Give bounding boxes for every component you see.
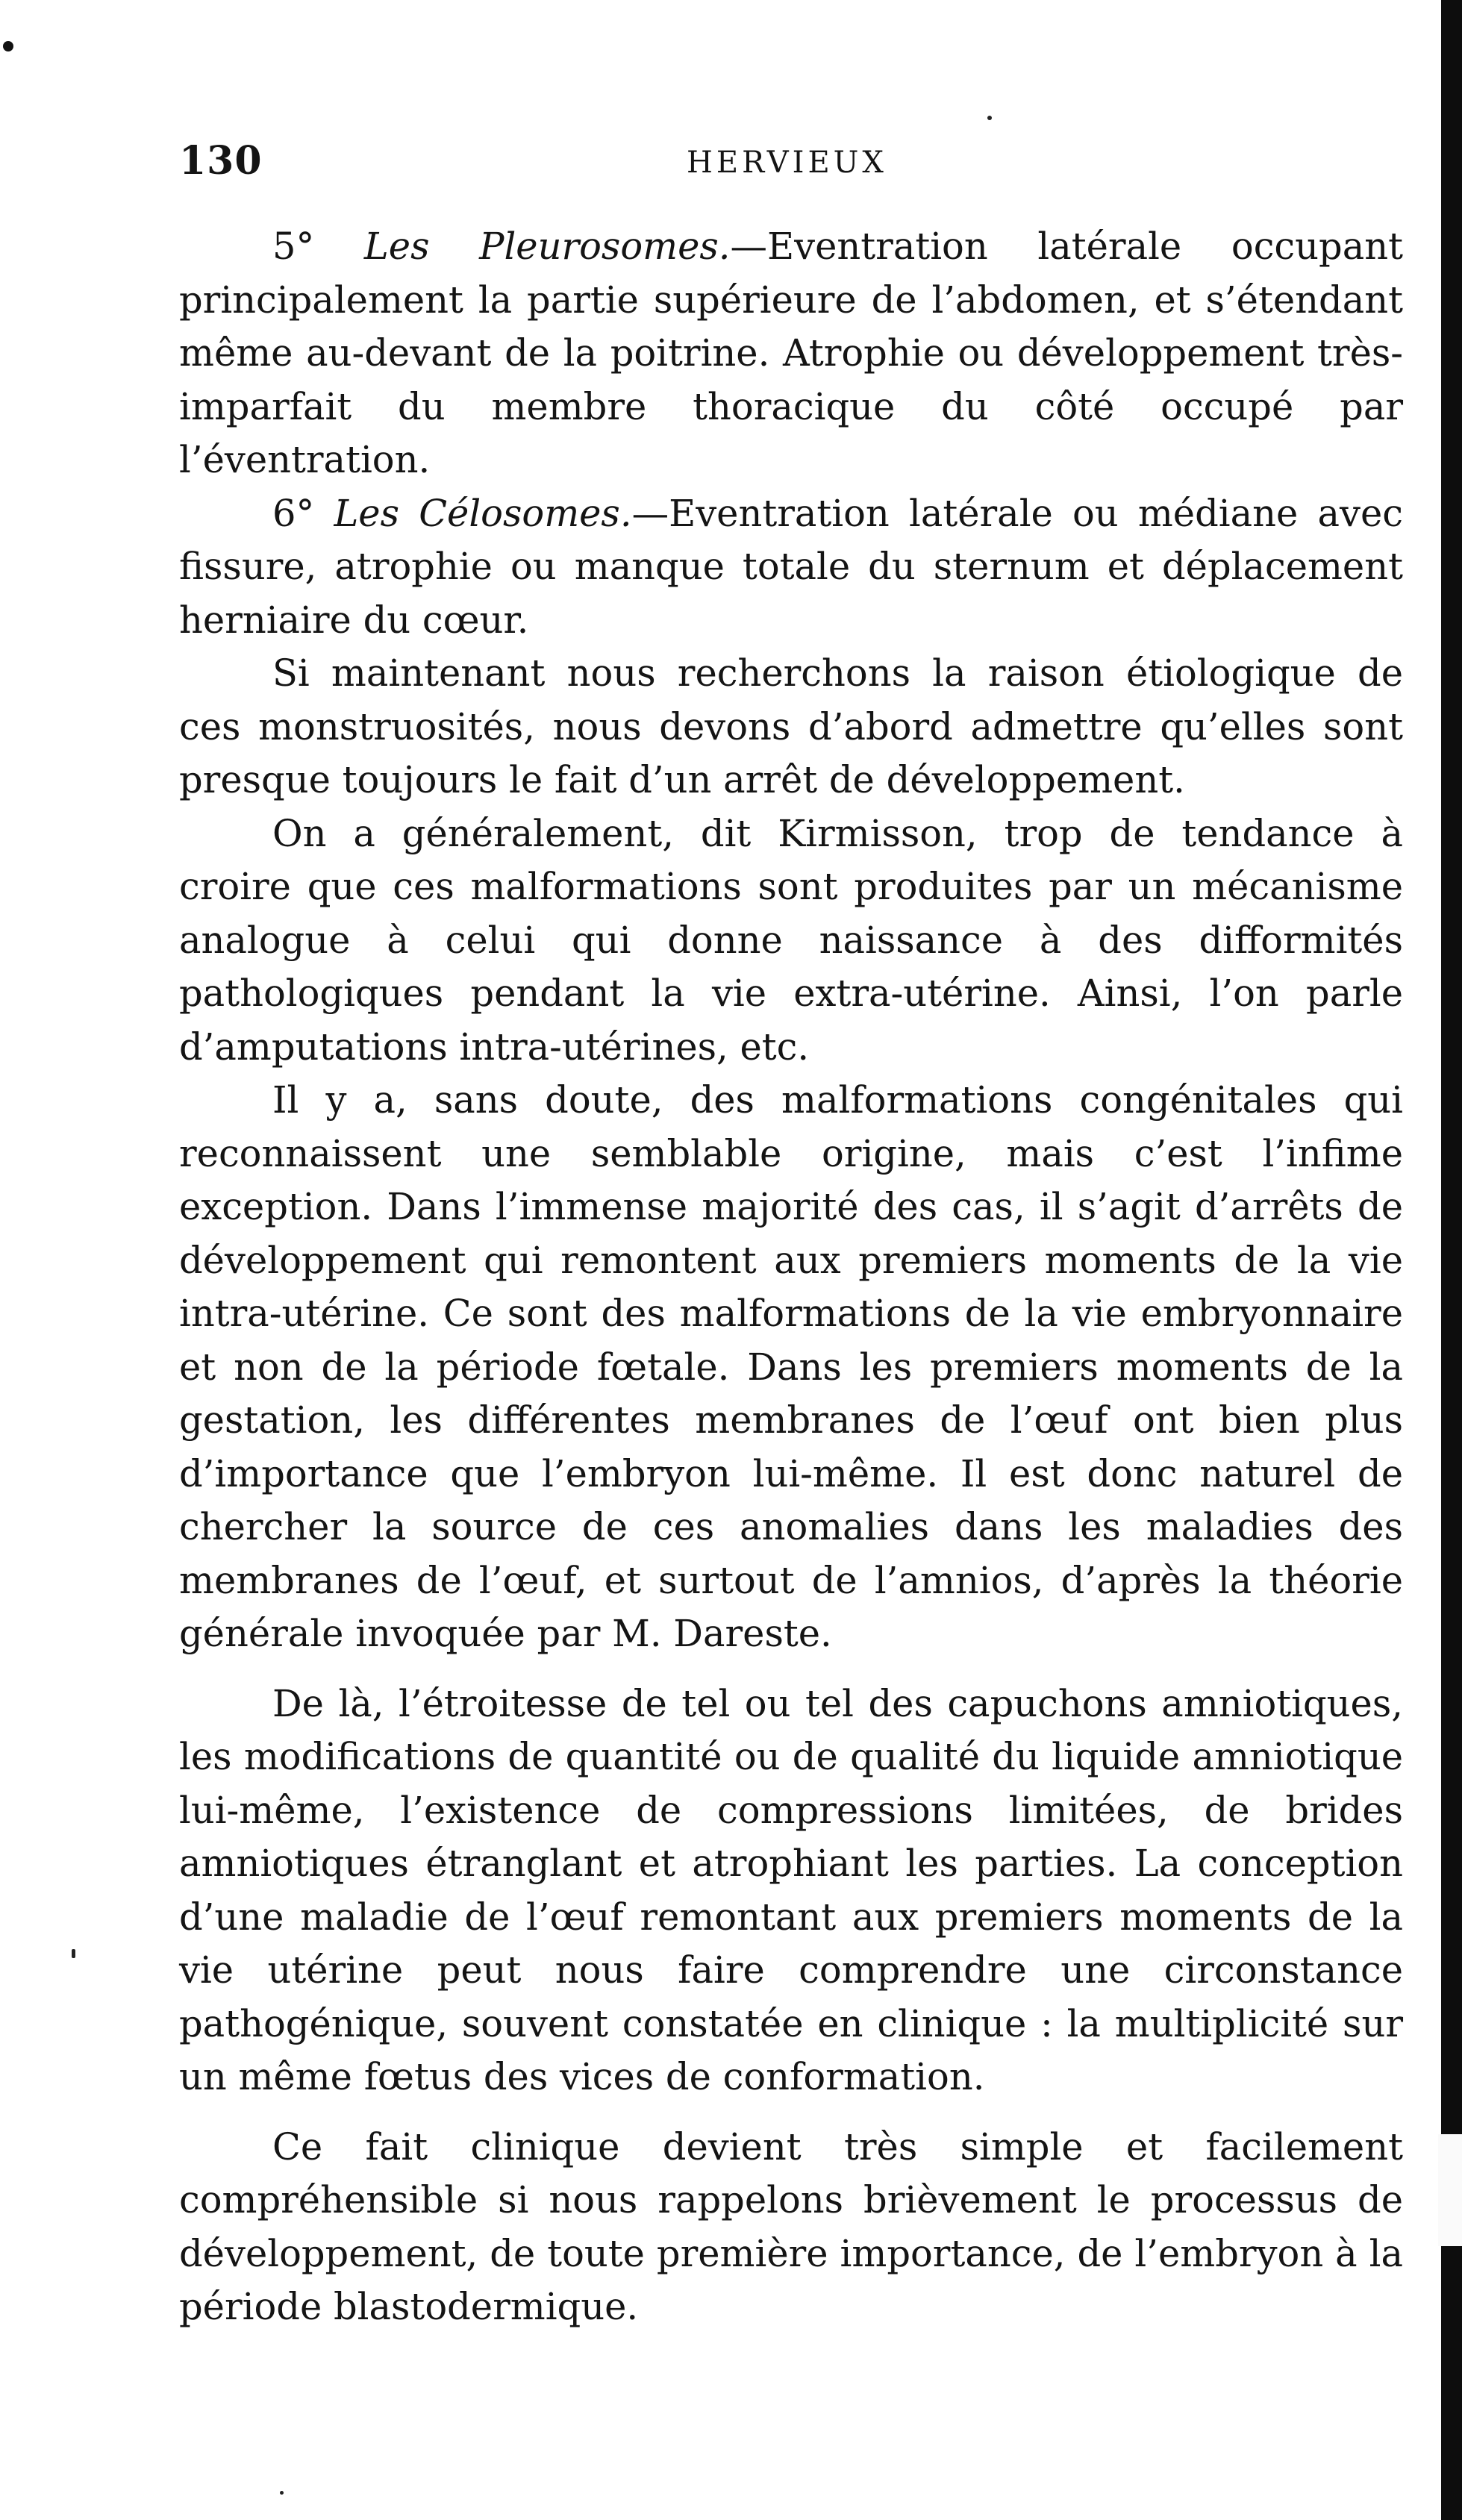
paragraph-text: —Eventration latérale ou médiane avec fissure, atrophie ou manque totale du sternum et déplacement herniaire du cœur. xyxy=(179,491,1403,642)
paragraph-text: Si maintenant nous recherchons la raison étiologique de ces monstruosités, nous devons d’abord admettre qu’elles sont presque toujours le fait d’un arrêt de développement. xyxy=(179,651,1403,801)
page-number: 130 xyxy=(179,138,263,184)
running-head: HERVIEUX xyxy=(687,146,887,180)
paragraph xyxy=(179,1074,1403,1661)
scan-speck xyxy=(72,1949,75,1958)
section-term: Les Pleurosomes. xyxy=(363,225,731,268)
paragraph-text: Il y a, sans doute, des malformations congénitales qui reconnaissent une semblable origine, mais c’est l’infime exception. Dans l’immense majorité des cas, il s’agit d’arrêts de développement qui remontent aux premiers moments de la vie intra-utérine. Ce sont des malformations de la vie embryonnaire et non de la période fœtale. Dans les premiers moments de la gestation, les différentes membranes de l’œuf ont bien plus d’importance que l’embryon lui-même. Il est donc naturel de chercher la source de ces anomalies dans les maladies des membranes de l’œuf, et surtout de l’amnios, d’après la théorie générale invoquée par M. Dareste. xyxy=(179,1078,1403,1655)
page-header xyxy=(179,138,1403,190)
scan-speck xyxy=(280,2491,284,2495)
scan-edge-highlight xyxy=(1438,2134,1462,2246)
list-number: 5° xyxy=(272,225,315,268)
section-term: Les Célosomes. xyxy=(334,491,632,535)
body-text xyxy=(179,220,1403,2334)
paragraph-text: De là, l’étroitesse de tel ou tel des capuchons amniotiques, les modifications de quantité ou de qualité du liquide amniotique lui-même, l’existence de compressions limitées, de brides amniotiques étranglant et atrophiant les parties. La conception d’une maladie de l’œuf remontant aux premiers moments de la vie utérine peut nous faire comprendre une circonstance pathogénique, souvent constatée en clinique : la multiplicité sur un même fœtus des vices de conformation. xyxy=(179,1681,1403,2098)
paragraph xyxy=(179,2121,1403,2334)
paragraph xyxy=(179,487,1403,648)
paragraph-text: —Eventration latérale occupant principalement la partie supérieure de l’abdomen, et s’étendant même au-devant de la poitrine. Atrophie ou développement très-imparfait du membre thoracique du côté occupé par l’éventration. xyxy=(179,225,1403,481)
scan-speck xyxy=(987,116,992,120)
paragraph-text: Ce fait clinique devient très simple et facilement compréhensible si nous rappelons brièvement le processus de développement, de toute première importance, de l’embryon à la période blastodermique. xyxy=(179,2125,1403,2328)
paragraph-text: On a généralement, dit Kirmisson, trop de tendance à croire que ces malformations sont produites par un mécanisme analogue à celui qui donne naissance à des difformités pathologiques pendant la vie extra-utérine. Ainsi, l’on parle d’amputations intra-utérines, etc. xyxy=(179,811,1403,1069)
paragraph xyxy=(179,1678,1403,2104)
paragraph xyxy=(179,807,1403,1075)
scan-edge-dot xyxy=(3,41,13,51)
paragraph xyxy=(179,220,1403,487)
list-number: 6° xyxy=(272,491,315,535)
paragraph xyxy=(179,647,1403,807)
